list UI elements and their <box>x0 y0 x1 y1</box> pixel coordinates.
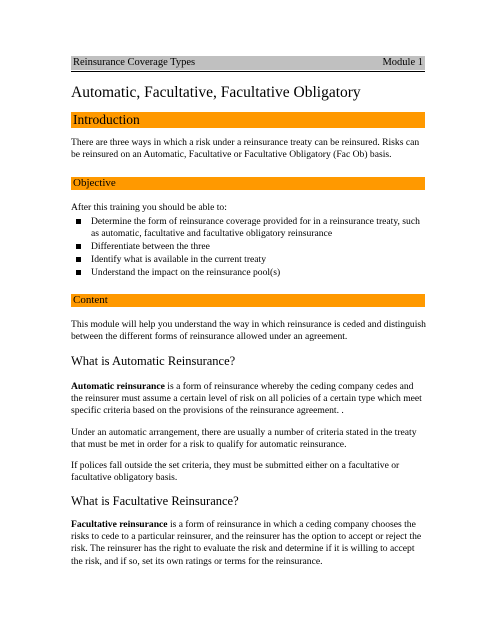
objective-list <box>71 216 427 279</box>
facultative-definition-text: is a form of reinsurance in which a ceding company chooses the risks to cede to a particular reinsurer, and the reinsurer has the option to accept or reject the risk. The reinsurer has the right to evaluate the risk and determine if it is willing to accept the risk, and if so, set its own ratings or terms for the reinsurance. <box>71 519 422 567</box>
list-item <box>71 267 427 279</box>
section-heading-label: Content <box>73 294 108 306</box>
header-module-title: Reinsurance Coverage Types <box>73 57 196 68</box>
list-item-text: Determine the form of reinsurance coverage provided for in a reinsurance treaty, such as automatic, facultative and facultative obligatory reinsurance <box>91 216 420 240</box>
square-bullet-icon <box>76 257 81 262</box>
header-divider <box>71 71 425 72</box>
list-item <box>71 241 427 253</box>
section-heading-label: Objective <box>73 177 116 189</box>
facultative-definition <box>71 519 427 568</box>
section-heading-content <box>71 294 425 307</box>
introduction-paragraph: There are three ways in which a risk under a reinsurance treaty can be reinsured. Risks can be reinsured on an Automatic, Facultative or Facultative Obligatory (Fac Ob) basis. <box>71 137 420 161</box>
facultative-term: Facultative reinsurance <box>71 519 168 530</box>
page-header <box>71 56 425 70</box>
square-bullet-icon <box>76 219 81 224</box>
list-item-text: Identify what is available in the current treaty <box>91 253 267 265</box>
automatic-heading: What is Automatic Reinsurance? <box>71 354 236 368</box>
document-title: Automatic, Facultative, Facultative Obligatory <box>71 84 361 101</box>
section-heading-introduction <box>71 112 425 128</box>
square-bullet-icon <box>76 270 81 275</box>
automatic-definition-text: is a form of reinsurance whereby the ceding company cedes and the reinsurer must assume a certain level of risk on all policies of a certain type which meet specific criteria based on the provisions of the reinsurance agreement. . <box>71 381 422 417</box>
list-item <box>71 216 427 240</box>
list-item-text: Differentiate between the three <box>91 241 210 252</box>
section-heading-label: Introduction <box>73 112 140 127</box>
list-item <box>71 254 427 266</box>
objective-lead: After this training you should be able to: <box>71 202 227 213</box>
content-paragraph: This module will help you understand the way in which reinsurance is ceded and distinguish between the different forms of reinsurance allowed under an agreement. <box>71 319 426 343</box>
list-item-text: Understand the impact on the reinsurance pool(s) <box>91 266 281 278</box>
automatic-definition <box>71 381 427 418</box>
section-heading-objective <box>71 177 425 190</box>
square-bullet-icon <box>76 244 81 249</box>
header-module-number: Module 1 <box>382 57 423 68</box>
automatic-paragraph-3: If polices fall outside the set criteria, they must be submitted either on a facultative or facultative obligatory basis. <box>71 460 400 484</box>
automatic-paragraph-2: Under an automatic arrangement, there are usually a number of criteria stated in the treaty that must be met in order for a risk to qualify for automatic reinsurance. <box>71 427 417 451</box>
facultative-heading: What is Facultative Reinsurance? <box>71 494 239 508</box>
automatic-term: Automatic reinsurance <box>71 381 165 392</box>
